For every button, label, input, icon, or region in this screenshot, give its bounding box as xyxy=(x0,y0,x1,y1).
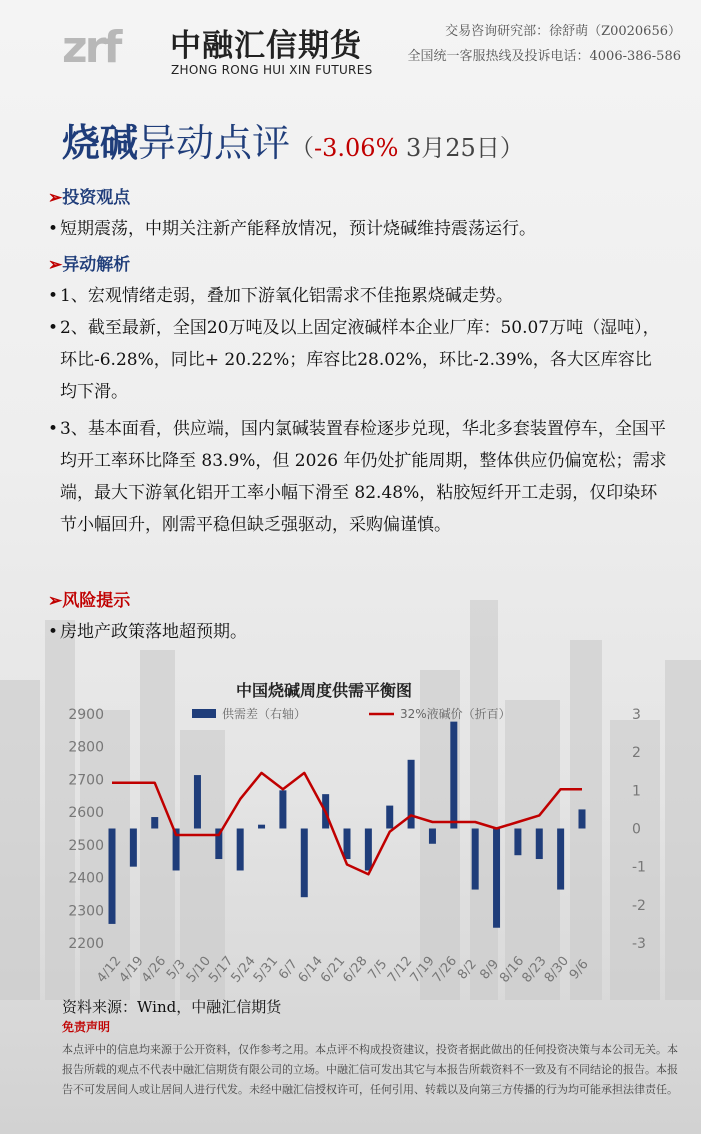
bar-supply-demand-gap xyxy=(279,790,286,828)
bar-supply-demand-gap xyxy=(514,829,521,856)
left-axis-tick: 2900 xyxy=(68,707,104,723)
chart-title: 中国烧碱周度供需平衡图 xyxy=(235,681,413,700)
title-label: 异动点评 xyxy=(138,121,291,165)
left-axis-tick: 2200 xyxy=(68,936,104,952)
analyst-info: 交易咨询研究部：徐舒萌（Z0020656） xyxy=(445,24,681,39)
list-item: • 短期震荡，中期关注新产能释放情况，预计烧碱维持震荡运行。 xyxy=(48,219,536,239)
x-axis-tick: 5/31 xyxy=(250,953,282,986)
x-axis-tick: 5/24 xyxy=(228,953,259,986)
list-item: • 1、宏观情绪走弱，叠加下游氧化铝需求不佳拖累烧碱走势。 xyxy=(48,286,513,306)
bar-supply-demand-gap xyxy=(386,806,393,829)
bar-supply-demand-gap xyxy=(109,829,116,924)
right-axis-tick: -3 xyxy=(632,936,646,952)
brand-name-en: ZHONG RONG HUI XIN FUTURES xyxy=(171,63,373,77)
arrow-icon: ➢ xyxy=(48,188,63,208)
right-axis-tick: -2 xyxy=(632,897,646,914)
left-axis-tick: 2600 xyxy=(68,805,104,822)
left-axis-tick: 2700 xyxy=(68,772,104,789)
bar-supply-demand-gap xyxy=(579,809,586,828)
disclaimer-title: 免责声明 xyxy=(62,1020,111,1034)
bar-supply-demand-gap xyxy=(151,817,158,828)
right-axis-tick: 0 xyxy=(632,821,641,838)
x-axis-tick: 5/17 xyxy=(206,953,237,986)
arrow-icon: ➢ xyxy=(48,591,63,611)
title-paren-close: ） xyxy=(499,134,524,162)
x-axis-tick: 7/26 xyxy=(429,953,461,986)
legend-label-line: 32%液碱价（折百） xyxy=(400,707,511,721)
list-item: • 房地产政策落地超预期。 xyxy=(48,622,247,642)
x-axis-tick: 7/12 xyxy=(385,953,416,986)
legend-swatch-bar xyxy=(192,709,216,718)
bar-supply-demand-gap xyxy=(450,722,457,829)
x-axis-tick: 4/19 xyxy=(116,953,147,986)
x-axis-tick: 7/19 xyxy=(407,953,438,986)
x-axis-tick: 6/21 xyxy=(317,953,349,986)
arrow-icon: ➢ xyxy=(48,255,63,275)
x-axis-tick: 5/10 xyxy=(183,953,214,986)
title-paren-open: （ xyxy=(290,134,315,162)
bar-supply-demand-gap xyxy=(237,829,244,871)
title-product: 烧碱 xyxy=(62,120,139,165)
x-axis-tick: 8/30 xyxy=(541,953,573,986)
brand-name-cn: 中融汇信期货 xyxy=(170,28,362,64)
hotline-info: 全国统一客服热线及投诉电话：4006-386-586 xyxy=(407,49,681,64)
section-heading-risk: ➢风险提示 xyxy=(48,591,131,611)
title-date: 3月25日 xyxy=(398,134,500,162)
left-axis-tick: 2400 xyxy=(68,870,104,887)
bar-supply-demand-gap xyxy=(536,829,543,860)
bar-supply-demand-gap xyxy=(472,829,479,890)
bar-supply-demand-gap xyxy=(557,829,564,890)
x-axis-tick: 6/28 xyxy=(340,953,371,986)
x-axis-tick: 6/14 xyxy=(295,953,326,986)
list-item: • 3、基本面看，供应端，国内氯碱装置春检逐步兑现，华北多套装置停车，全国平均开工率环比降至 83.9%，但 2026 年仍处扩能周期，整体供应仍偏宽松；需求端，最大下游氧化铝开工率小幅下滑至 82.48%，粘胶短纤开工走弱，仅印染环节小幅回升，刚需平稳但缺乏强驱动，采购偏谨慎。 xyxy=(48,419,667,535)
left-axis-tick: 2300 xyxy=(68,903,104,920)
section-heading-view: ➢投资观点 xyxy=(48,188,131,208)
x-axis-tick: 5/3 xyxy=(163,956,189,983)
disclaimer-text: 本点评中的信息均来源于公开资料，仅作参考之用。本点评不构成投资建议，投资者据此做出的任何投资决策与本公司无关。本报告所载的观点不代表中融汇信期货有限公司的立场。中融汇信可发出其它与本报告所载资料不一致及有不同结论的报告。本报告不可发居间人或让居间人进行代发。未经中融汇信授权许可，任何引用、转载以及向第三方传播的行为均可能承担法律责任。 xyxy=(62,1043,678,1096)
x-axis-tick: 8/16 xyxy=(497,953,528,986)
right-axis-tick: 2 xyxy=(632,745,641,762)
x-axis-tick: 7/5 xyxy=(365,956,391,983)
line-caustic-soda-price xyxy=(112,773,582,874)
x-axis-tick: 6/7 xyxy=(275,956,301,983)
bar-supply-demand-gap xyxy=(429,829,436,844)
bar-supply-demand-gap xyxy=(301,829,308,898)
left-axis-tick: 2500 xyxy=(68,837,104,854)
legend-label-bar: 供需差（右轴） xyxy=(222,707,307,721)
x-axis-tick: 9/6 xyxy=(566,956,592,983)
price-change: -3.06% xyxy=(314,134,399,162)
x-axis-tick: 4/26 xyxy=(138,953,170,986)
bar-supply-demand-gap xyxy=(258,825,265,829)
bar-supply-demand-gap xyxy=(365,829,372,871)
right-axis-tick: 3 xyxy=(632,707,641,723)
x-axis-tick: 8/9 xyxy=(477,956,503,983)
list-item: • 2、截至最新，全国20万吨及以上固定液碱样本企业厂库：50.07万吨（湿吨），环比-6.28%，同比+ 20.22%；库容比28.02%，环比-2.39%，各大区库容比均下滑。 xyxy=(48,318,660,402)
x-axis-tick: 4/12 xyxy=(94,953,125,986)
logo-mark: zrf xyxy=(62,22,120,73)
page-title xyxy=(62,112,524,167)
section-heading-analysis: ➢异动解析 xyxy=(48,255,131,275)
right-axis-tick: 1 xyxy=(632,783,641,800)
x-axis-tick: 8/23 xyxy=(519,953,550,986)
bar-supply-demand-gap xyxy=(493,829,500,928)
bar-supply-demand-gap xyxy=(130,829,137,867)
right-axis-tick: -1 xyxy=(632,859,646,876)
x-axis-tick: 8/2 xyxy=(454,956,480,983)
supply-demand-chart xyxy=(54,672,654,997)
data-source: 资料来源：Wind，中融汇信期货 xyxy=(62,998,282,1016)
bar-supply-demand-gap xyxy=(194,775,201,828)
left-axis-tick: 2800 xyxy=(68,739,104,756)
bar-supply-demand-gap xyxy=(344,829,351,860)
